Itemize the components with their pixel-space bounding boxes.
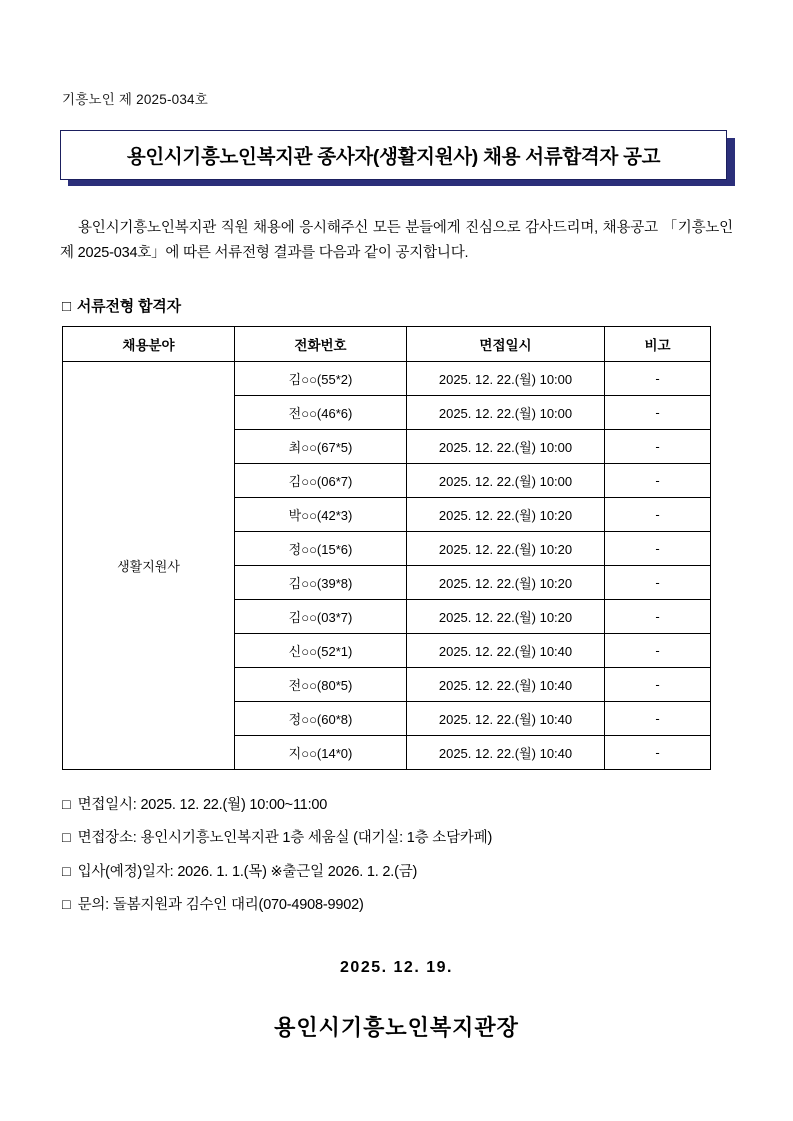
cell-note: - — [605, 361, 711, 395]
cell-phone: 정○○(60*8) — [235, 701, 407, 735]
cell-note: - — [605, 497, 711, 531]
intro-text: 용인시기흥노인복지관 직원 채용에 응시해주신 모든 분들에게 진심으로 감사드리며, 채용공고 「기흥노인 제 2025-034호」에 따른 서류전형 결과를 다음과 같이 공지합니다. — [60, 220, 733, 262]
cell-note: - — [605, 531, 711, 565]
section-heading-label: 서류전형 합격자 — [76, 297, 181, 315]
field-label-cell: 생활지원사 — [63, 361, 235, 769]
cell-interview: 2025. 12. 22.(월) 10:00 — [407, 429, 605, 463]
title-box — [60, 130, 727, 180]
cell-phone: 김○○(55*2) — [235, 361, 407, 395]
cell-note: - — [605, 667, 711, 701]
section-heading — [62, 295, 733, 316]
note-item — [62, 827, 733, 849]
cell-interview: 2025. 12. 22.(월) 10:20 — [407, 565, 605, 599]
issue-date: 2025. 12. 19. — [340, 958, 453, 976]
notes-list — [62, 794, 733, 917]
cell-note: - — [605, 463, 711, 497]
cell-phone: 신○○(52*1) — [235, 633, 407, 667]
cell-phone: 지○○(14*0) — [235, 735, 407, 769]
cell-interview: 2025. 12. 22.(월) 10:40 — [407, 633, 605, 667]
cell-interview: 2025. 12. 22.(월) 10:40 — [407, 735, 605, 769]
note-item — [62, 794, 733, 816]
cell-note: - — [605, 395, 711, 429]
column-header-interview: 면접일시 — [407, 326, 605, 361]
cell-interview: 2025. 12. 22.(월) 10:20 — [407, 497, 605, 531]
note-text: 문의: 돌봄지원과 김수인 대리(070-4908-9902) — [77, 897, 364, 914]
cell-phone: 김○○(39*8) — [235, 565, 407, 599]
cell-interview: 2025. 12. 22.(월) 10:00 — [407, 395, 605, 429]
cell-note: - — [605, 735, 711, 769]
square-bullet-icon: □ — [62, 830, 71, 847]
square-bullet-icon: □ — [62, 863, 71, 880]
column-header-phone: 전화번호 — [235, 326, 407, 361]
cell-phone: 최○○(67*5) — [235, 429, 407, 463]
page-title: 용인시기흥노인복지관 종사자(생활지원사) 채용 서류합격자 공고 — [126, 146, 661, 168]
document-number: 기흥노인 제 2025-034호 — [62, 92, 208, 107]
cell-phone: 박○○(42*3) — [235, 497, 407, 531]
cell-phone: 정○○(15*6) — [235, 531, 407, 565]
cell-interview: 2025. 12. 22.(월) 10:40 — [407, 667, 605, 701]
square-bullet-icon: □ — [62, 897, 71, 914]
note-text: 면접장소: 용인시기흥노인복지관 1층 세움실 (대기실: 1층 소담카페) — [77, 830, 493, 847]
note-text: 입사(예정)일자: 2026. 1. 1.(목) ※출근일 2026. 1. 2.(금) — [77, 863, 418, 880]
note-item — [62, 861, 733, 883]
cell-interview: 2025. 12. 22.(월) 10:00 — [407, 361, 605, 395]
cell-phone: 김○○(06*7) — [235, 463, 407, 497]
cell-interview: 2025. 12. 22.(월) 10:00 — [407, 463, 605, 497]
square-bullet-icon: □ — [62, 297, 71, 315]
cell-interview: 2025. 12. 22.(월) 10:40 — [407, 701, 605, 735]
cell-interview: 2025. 12. 22.(월) 10:20 — [407, 599, 605, 633]
table-header-row — [63, 326, 711, 361]
results-table — [62, 326, 711, 770]
cell-phone: 전○○(80*5) — [235, 667, 407, 701]
table-row — [63, 361, 711, 395]
cell-note: - — [605, 429, 711, 463]
cell-note: - — [605, 633, 711, 667]
cell-phone: 김○○(03*7) — [235, 599, 407, 633]
note-item — [62, 894, 733, 916]
intro-paragraph — [60, 216, 733, 267]
square-bullet-icon: □ — [62, 796, 71, 813]
column-header-note: 비고 — [605, 326, 711, 361]
title-banner — [60, 130, 733, 182]
issuer-signature: 용인시기흥노인복지관장 — [274, 1014, 519, 1040]
cell-phone: 전○○(46*6) — [235, 395, 407, 429]
cell-note: - — [605, 565, 711, 599]
cell-interview: 2025. 12. 22.(월) 10:20 — [407, 531, 605, 565]
cell-note: - — [605, 701, 711, 735]
column-header-field: 채용분야 — [63, 326, 235, 361]
note-text: 면접일시: 2025. 12. 22.(월) 10:00~11:00 — [77, 796, 328, 813]
cell-note: - — [605, 599, 711, 633]
